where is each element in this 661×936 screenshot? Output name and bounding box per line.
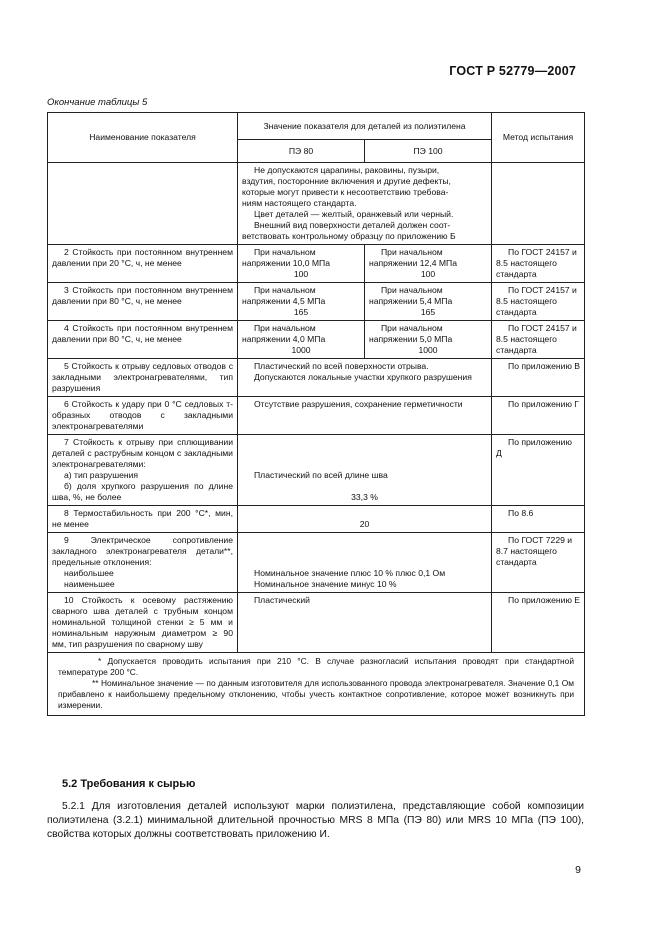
row1-line: ветствовать контрольному образцу по приложению Б [242,231,456,241]
row3-method: По ГОСТ 24157 и 8.5 настоящего стандарта [492,283,585,321]
row1-value [238,163,492,245]
row4-pe80-value: 1000 [291,345,311,355]
row9-name [48,533,238,593]
row9-sub-max: наибольшее [64,568,114,578]
section-paragraph [47,800,584,842]
row7-value-a: Пластический по всей длине шва [254,470,388,480]
row8-method: По 8.6 [492,506,585,533]
row10-value: Пластический [238,593,492,653]
row7-value-b: 33,3 % [351,492,378,502]
row9-name-text: 9 Электрическое сопротивление закладного электронагревателя детали**, предельные отклонения: [52,535,233,567]
row4-name: 4 Стойкость при постоянном внутреннем давлении при 80 °С, ч, не менее [48,321,238,359]
row9-value [238,533,492,593]
row4-pe80 [238,321,365,359]
row1-line: вздутия, посторонние включения и другие дефекты, [242,176,451,186]
row8-name: 8 Термостабильность при 200 °С*, мин, не менее [48,506,238,533]
footnote-2: ** Номинальное значение — по данным изготовителя для использованного провода электронагревателя. Значение 0,1 Ом прибавлено к наибольшему предельному отклонению, чтобы учесть контактное сопротивление, которое может возникнуть при измерении. [58,678,575,710]
col-header-value-group: Значение показателя для деталей из полиэтилена [238,113,492,140]
row3-name: 3 Стойкость при постоянном внутреннем давлении при 80 °С, ч, не менее [48,283,238,321]
row3-pe80 [238,283,365,321]
page-number: 9 [575,864,581,876]
row1-line: Внешний вид поверхности деталей должен соот- [254,220,451,230]
table-row [48,506,585,533]
row4-method: По ГОСТ 24157 и 8.5 настоящего стандарта [492,321,585,359]
col-header-method: Метод испытания [492,113,585,163]
row7-method: По приложению Д [492,435,585,506]
row3-pe100-text: При начальном напряжении 5,4 МПа [369,285,453,306]
row7-name [48,435,238,506]
row1-line: Цвет деталей — желтый, оранжевый или черный. [254,209,454,219]
table-row [48,593,585,653]
header-row [48,113,585,140]
table-row [48,533,585,593]
row1-line: которые могут привести к несоответствию требова- [242,187,449,197]
row4-pe80-text: При начальном напряжении 4,0 МПа [242,323,326,344]
row2-pe80-text: При начальном напряжении 10,0 МПа [242,247,331,268]
footnotes-row [48,653,585,716]
col-header-pe80: ПЭ 80 [238,140,365,163]
row9-sub-min: наименьшее [64,579,115,589]
row9-value-min: Номинальное значение минус 10 % [254,579,397,589]
row3-pe80-text: При начальном напряжении 4,5 МПа [242,285,326,306]
table-row [48,397,585,435]
row5-method: По приложению В [492,359,585,397]
row5-value-line: Допускаются локальные участки хрупкого разрушения [254,372,472,382]
row1-name [48,163,238,245]
row10-method: По приложению Е [492,593,585,653]
col-header-name: Наименование показателя [48,113,238,163]
table-caption: Окончание таблицы 5 [47,97,148,108]
row2-pe100-text: При начальном напряжении 12,4 МПа [369,247,458,268]
row1-line: Не допускаются царапины, раковины, пузыри, [254,165,440,175]
row5-name: 5 Стойкость к отрыву седловых отводов с закладными электронагревателями, тип разрушения [48,359,238,397]
row10-name: 10 Стойкость к осевому растяжению сварного шва деталей с трубным концом номинальной толщиной стенки ≥ 5 мм и номинальным наружным диаметром ≥ 90 мм, тип разрушения по сварному шву [48,593,238,653]
row1-line: ниям настоящего стандарта. [242,198,357,208]
row6-method: По приложению Г [492,397,585,435]
table-row [48,435,585,506]
row1-method [492,163,585,245]
row9-method: По ГОСТ 7229 и 8.7 настоящего стандарта [492,533,585,593]
row9-value-max: Номинальное значение плюс 10 % плюс 0,1 Ом [254,568,446,578]
row2-pe100 [365,245,492,283]
row7-value [238,435,492,506]
table-row [48,283,585,321]
row3-pe100 [365,283,492,321]
section-title: 5.2 Требования к сырью [62,778,196,790]
section-paragraph-text: 5.2.1 Для изготовления деталей используют марки полиэтилена, представляющие собой композиции полиэтилена (3.2.1) минимальной длительной прочностью MRS 8 МПа (ПЭ 80) или MRS 10 МПа (ПЭ 100), свойства которых должны соответствовать приложению И. [47,801,584,840]
table-row [48,321,585,359]
row3-pe80-value: 165 [293,307,309,317]
row4-pe100-value: 1000 [418,345,438,355]
row6-name: 6 Стойкость к удару при 0 °С седловых т-образных отводов с закладными электронагревателями [48,397,238,435]
row3-pe100-value: 165 [420,307,436,317]
footnote-1: * Допускается проводить испытания при 210 °С. В случае разногласий испытания проводят при стандартной температуре 200 °С. [58,656,575,677]
row2-pe80 [238,245,365,283]
table-row [48,163,585,245]
row2-pe80-value: 100 [293,269,309,279]
row4-pe100 [365,321,492,359]
col-header-pe100: ПЭ 100 [365,140,492,163]
row6-value: Отсутствие разрушения, сохранение герметичности [238,397,492,435]
table-row [48,245,585,283]
row2-method: По ГОСТ 24157 и 8.5 настоящего стандарта [492,245,585,283]
row8-value-text: 20 [359,519,370,529]
properties-table [47,112,585,716]
row7-name-text: 7 Стойкость к отрыву при сплющивании деталей с раструбным концом с закладными электронагревателями: [52,437,233,469]
row7-sub-a: а) тип разрушения [64,470,139,480]
row7-sub-b: б) доля хрупкого разрушения по длине шва, %, не более [52,481,233,502]
row4-pe100-text: При начальном напряжении 5,0 МПа [369,323,453,344]
row8-value [238,506,492,533]
table-row [48,359,585,397]
document-header: ГОСТ Р 52779—2007 [449,64,576,78]
row2-name: 2 Стойкость при постоянном внутреннем давлении при 20 °С, ч, не менее [48,245,238,283]
table-footnotes [48,653,585,716]
row5-value-line: Пластический по всей поверхности отрыва. [254,361,429,371]
row2-pe100-value: 100 [420,269,436,279]
row5-value [238,359,492,397]
